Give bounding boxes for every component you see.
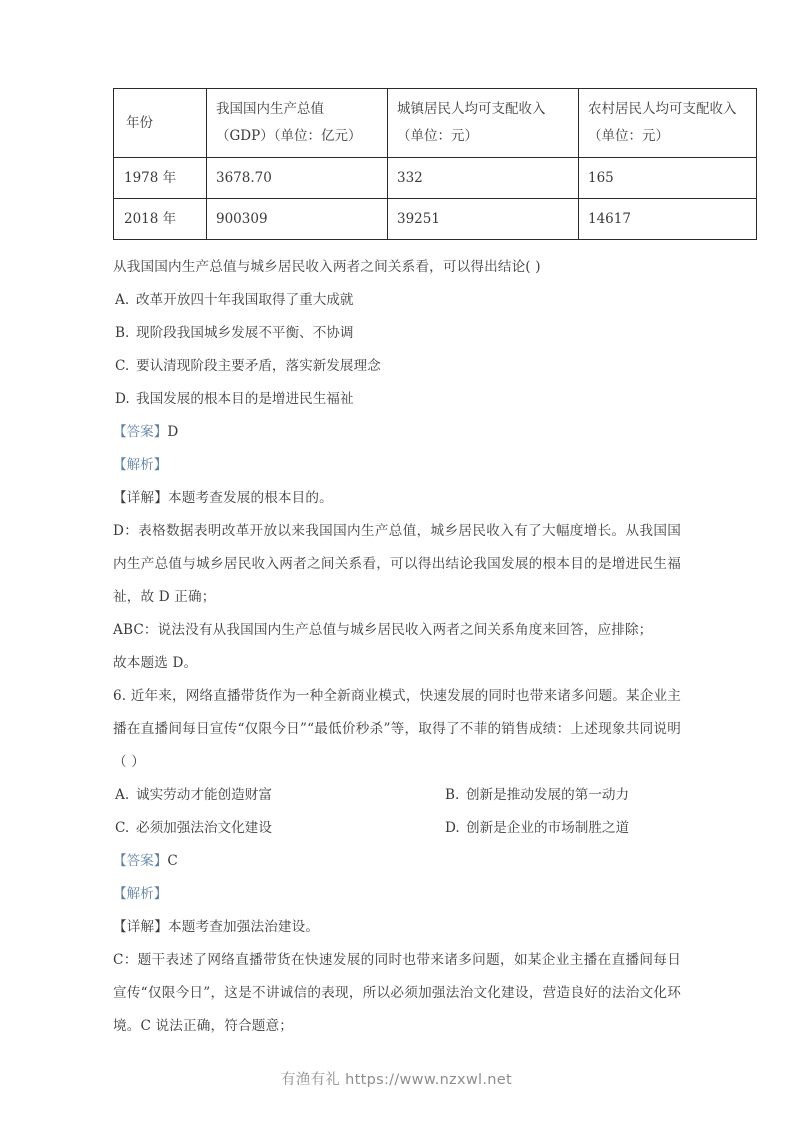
table-header-gdp bbox=[207, 89, 388, 158]
q5-analysis-para-2: ABC：说法没有从我国国内生产总值与城乡居民收入两者之间关系角度来回答，应排除； bbox=[113, 622, 653, 638]
q6-option-row-2 bbox=[113, 812, 681, 845]
gdp-income-table bbox=[113, 88, 757, 240]
q5-option-b-text: 现阶段我国城乡发展不平衡、不协调 bbox=[136, 325, 354, 341]
cell-urban-2018: 39251 bbox=[388, 199, 579, 240]
footer-watermark: 有渔有礼 https://www.nzxwl.net bbox=[281, 1072, 512, 1088]
q6-option-d-letter: D. bbox=[445, 820, 460, 836]
q5-option-c-letter: C. bbox=[115, 358, 130, 374]
page-content bbox=[113, 88, 737, 1043]
header-rural-line1: 农村居民人均可支配收入 bbox=[588, 101, 737, 117]
table-header-row bbox=[114, 89, 757, 158]
q6-stem bbox=[113, 680, 681, 779]
q5-option-b-letter: B. bbox=[115, 325, 130, 341]
q6-option-row-1 bbox=[113, 779, 681, 812]
q6-stem-text: 近年来，网络直播带货作为一种全新商业模式，快速发展的同时也带来诸多问题。某企业主播在直播间每日宣传“仅限今日”“最低价秒杀”等，取得了不菲的销售成绩：上述现象共同说明（ ） bbox=[113, 688, 681, 770]
q5-option-c-text: 要认清现阶段主要矛盾，落实新发展理念 bbox=[136, 358, 381, 374]
table-row bbox=[114, 158, 757, 199]
q5-option-a bbox=[113, 284, 681, 317]
cell-year-2018: 2018 年 bbox=[114, 199, 207, 240]
table-header-rural-income bbox=[579, 89, 757, 158]
q5-option-d bbox=[113, 383, 681, 416]
q6-option-b-letter: B. bbox=[445, 787, 460, 803]
q5-analysis-para-3: 故本题选 D。 bbox=[113, 655, 198, 671]
q5-analysis-label-line bbox=[113, 449, 681, 482]
q6-option-a-text: 诚实劳动才能创造财富 bbox=[136, 787, 272, 803]
q5-analysis-label: 【解析】 bbox=[113, 457, 168, 473]
q6-detail-label: 【详解】 bbox=[113, 919, 168, 935]
q6-analysis-para-1: C：题干表述了网络直播带货在快速发展的同时也带来诸多问题，如某企业主播在直播间每日宣传“仅限今日”，这是不讲诚信的表现，所以必须加强法治文化建设，营造良好的法治文化环境。C 说法正确，符合题意； bbox=[113, 952, 681, 1034]
cell-year-1978: 1978 年 bbox=[114, 158, 207, 199]
table-row bbox=[114, 199, 757, 240]
cell-urban-1978: 332 bbox=[388, 158, 579, 199]
header-urban-line2: （单位：元） bbox=[397, 128, 478, 144]
q5-option-a-letter: A. bbox=[115, 292, 130, 308]
q6-option-d bbox=[443, 812, 681, 845]
cell-gdp-2018: 900309 bbox=[207, 199, 388, 240]
cell-rural-2018: 14617 bbox=[579, 199, 757, 240]
q5-answer-value: D bbox=[167, 424, 179, 440]
header-rural-line2: （单位：元） bbox=[588, 128, 669, 144]
table-header-urban-income bbox=[388, 89, 579, 158]
q6-option-a bbox=[113, 779, 443, 812]
q6-number: 6. bbox=[113, 688, 127, 704]
q6-option-b bbox=[443, 779, 681, 812]
header-year-line1: 年份 bbox=[126, 114, 153, 131]
cell-gdp-1978: 3678.70 bbox=[207, 158, 388, 199]
q6-detail-text: 本题考查加强法治建设。 bbox=[167, 919, 320, 935]
header-urban-line1: 城镇居民人均可支配收入 bbox=[397, 101, 546, 117]
header-gdp-line2: （GDP）（单位：亿元） bbox=[216, 128, 362, 144]
q6-answer-label: 【答案】 bbox=[113, 853, 168, 869]
q5-option-d-letter: D. bbox=[115, 391, 130, 407]
q6-answer-value: C bbox=[167, 853, 178, 869]
q5-option-c bbox=[113, 350, 681, 383]
q5-detail-line bbox=[113, 482, 681, 515]
q6-analysis-label: 【解析】 bbox=[113, 886, 168, 902]
q6-analysis-label-line bbox=[113, 878, 681, 911]
q6-option-d-text: 创新是企业的市场制胜之道 bbox=[466, 820, 630, 836]
q5-detail-label: 【详解】 bbox=[113, 490, 168, 506]
q6-option-c-letter: C. bbox=[115, 820, 130, 836]
q6-option-c-text: 必须加强法治文化建设 bbox=[136, 820, 272, 836]
q5-option-d-text: 我国发展的根本目的是增进民生福祉 bbox=[136, 391, 354, 407]
q6-answer-line bbox=[113, 845, 681, 878]
q5-analysis-para-1: D：表格数据表明改革开放以来我国国内生产总值，城乡居民收入有了大幅度增长。从我国国内生产总值与城乡居民收入两者之间关系看，可以得出结论我国发展的根本目的是增进民生福祉，故 D 正确； bbox=[113, 523, 681, 605]
q5-option-a-text: 改革开放四十年我国取得了重大成就 bbox=[136, 292, 354, 308]
q5-answer-line bbox=[113, 416, 681, 449]
q5-option-b bbox=[113, 317, 681, 350]
table-header-year bbox=[114, 89, 207, 158]
header-gdp-line1: 我国国内生产总值 bbox=[216, 101, 324, 117]
q6-option-a-letter: A. bbox=[115, 787, 130, 803]
q6-detail-line bbox=[113, 911, 681, 944]
q5-answer-label: 【答案】 bbox=[113, 424, 168, 440]
q5-stem: 从我国国内生产总值与城乡居民收入两者之间关系看，可以得出结论( ) bbox=[113, 259, 541, 275]
q6-option-b-text: 创新是推动发展的第一动力 bbox=[466, 787, 630, 803]
q5-detail-text: 本题考查发展的根本目的。 bbox=[167, 490, 333, 506]
cell-rural-1978: 165 bbox=[579, 158, 757, 199]
q6-option-c bbox=[113, 812, 443, 845]
